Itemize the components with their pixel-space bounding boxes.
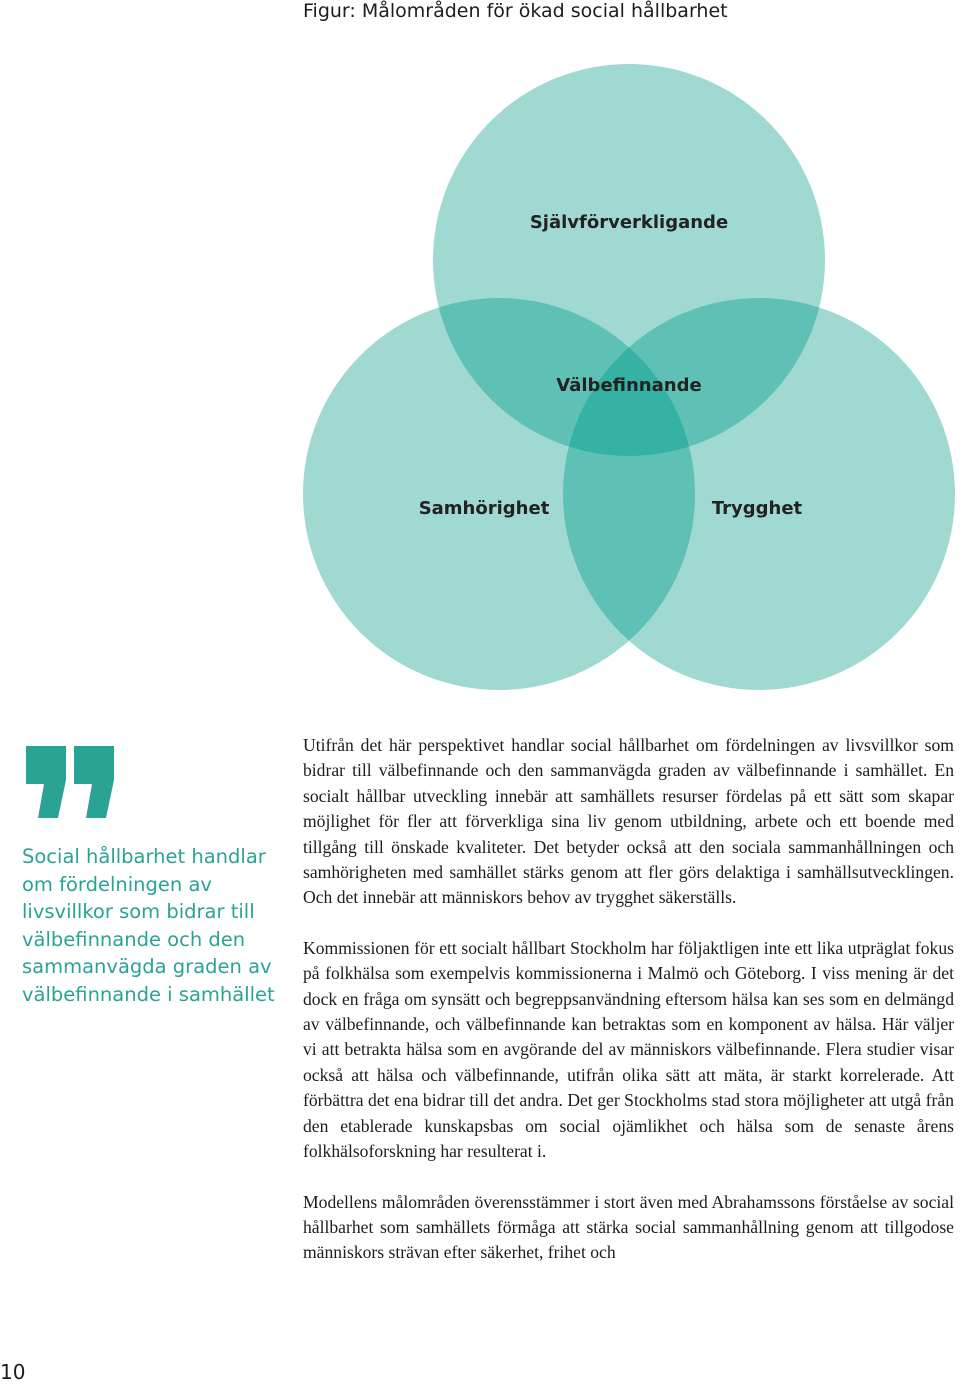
pull-quote: Social hållbarhet handlar om fördelningen av livsvillkor som bidrar till välbefinnande och den sammanvägda graden av välbefinnande i samhället: [22, 845, 275, 1006]
paragraph-2: Kommissionen för ett socialt hållbart Stockholm har följaktligen inte ett lika utpräglat fokus på folkhälsa som exempelvis kommissionerna i Malmö och Göteborg. I viss mening är det dock en fråga om synsätt och begreppsanvändning eftersom hälsa kan ses som en delmängd av välbefinnande, och välbefinnande kan betraktas som en komponent av hälsa. Här väljer vi att betrakta hälsa som en avgörande del av människors välbefinnande. Flera studier visar också att hälsa och välbefinnande, utifrån olika sätt att mäta, är starkt korrelerade. Att förbättra det ena bidrar till det andra. Det ger Stockholms stad stora möjligheter att utgå från den etablerade kunskapsbas om social ojämlikhet och hälsa som de senaste årens folkhälsoforskning har resulterat i.: [303, 937, 954, 1162]
quote-icon: [22, 740, 118, 820]
figure-title: Figur: Målområden för ökad social hållbarhet: [303, 0, 728, 22]
paragraph-3: Modellens målområden överensstämmer i stort även med Abrahamssons förståelse av social hållbarhet som samhällets förmåga att stärka social sammanhållning genom att tillgodose människors strävan efter säkerhet, frihet och: [303, 1191, 954, 1263]
label-valbefinnande: Välbefinnande: [556, 375, 702, 396]
label-sjalvforverkligande: Självförverkligande: [529, 212, 729, 233]
label-trygghet: Trygghet: [711, 498, 803, 519]
page-number: 10: [0, 1360, 26, 1384]
paragraph-1: Utifrån det här perspektivet handlar social hållbarhet om fördelningen av livsvillkor som bidrar till välbefinnande och den sammanvägda graden av välbefinnande i samhället. En socialt hållbar utveckling innebär att samhällets resurser fördelas på ett sätt som skapar möjlighet för fler att förverkliga sina liv genom utbildning, arbete och ett boende med tillgång till önskade kvaliteter. Det betyder också att den sociala sammanhållningen och samhörigheten med samhället stärks genom att fler görs delaktiga i samhällsutvecklingen. Och det innebär att människors behov av trygghet säkerställs.: [303, 735, 954, 908]
body-text: [303, 733, 954, 1266]
label-samhorighet: Samhörighet: [418, 498, 550, 519]
